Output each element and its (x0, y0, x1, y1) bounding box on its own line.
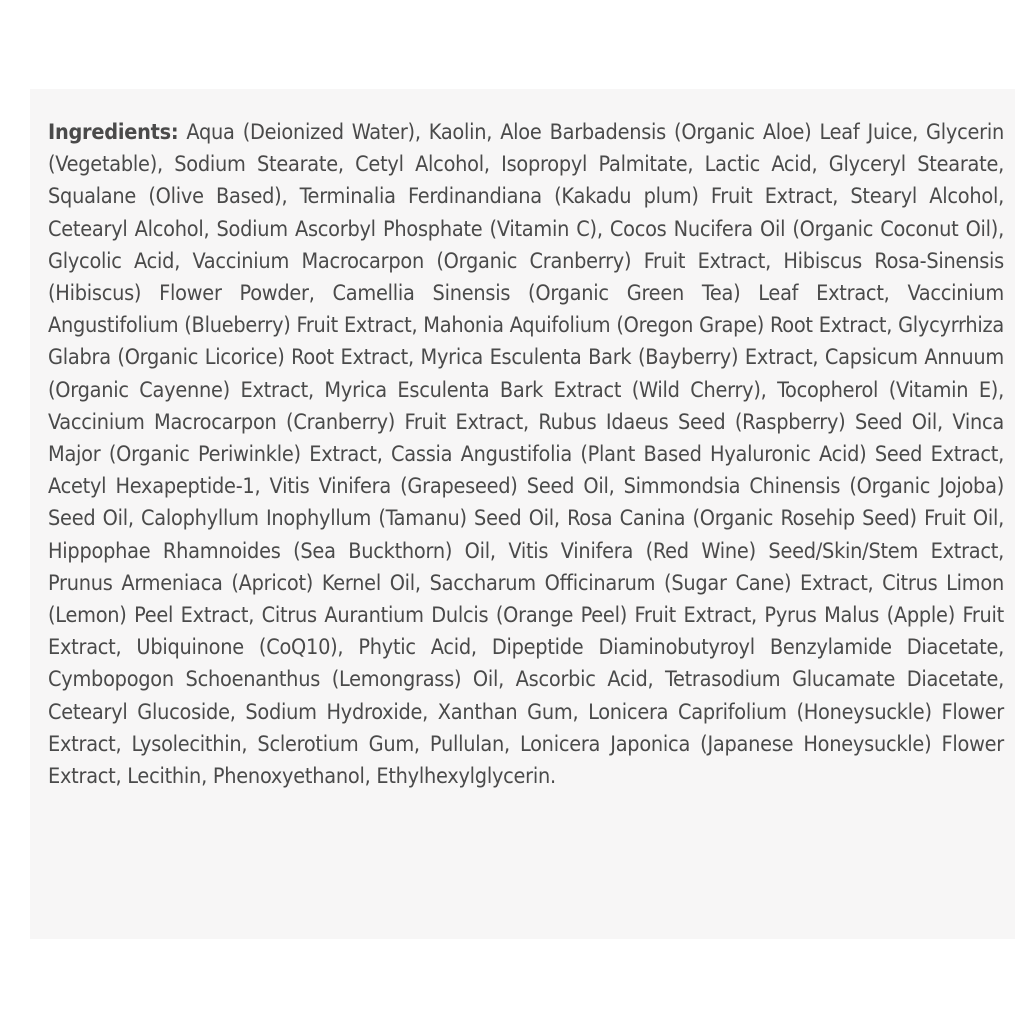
ingredients-list: Aqua (Deionized Water), Kaolin, Aloe Barbadensis (Organic Aloe) Leaf Juice, Glycerin (Vegetable), Sodium Stearate, Cetyl Alcohol, Isopropyl Palmitate, Lactic Acid, Glyceryl Stearate, Squalane (Olive Based), Terminalia Ferdinandiana (Kakadu plum) Fruit Extract, Stearyl Alcohol, Cetearyl Alcohol, Sodium Ascorbyl Phosphate (Vitamin C), Cocos Nucifera Oil (Organic Coconut Oil), Glycolic Acid, Vaccinium Macrocarpon (Organic Cranberry) Fruit Extract, Hibiscus Rosa-Sinensis (Hibiscus) Flower Powder, Camellia Sinensis (Organic Green Tea) Leaf Extract, Vaccinium Angustifolium (Blueberry) Fruit Extract, Mahonia Aquifolium (Oregon Grape) Root Extract, Glycyrrhiza Glabra (Organic Licorice) Root Extract, Myrica Esculenta Bark (Bayberry) Extract, Capsicum Annuum (Organic Cayenne) Extract, Myrica Esculenta Bark Extract (Wild Cherry), Tocopherol (Vitamin E), Vaccinium Macrocarpon (Cranberry) Fruit Extract, Rubus Idaeus Seed (Raspberry) Seed Oil, Vinca Major (Organic Periwinkle) Extract, Cassia Angustifolia (Plant Based Hyaluronic Acid) Seed Extract, Acetyl Hexapeptide-1, Vitis Vinifera (Grapeseed) Seed Oil, Simmondsia Chinensis (Organic Jojoba) Seed Oil, Calophyllum Inophyllum (Tamanu) Seed Oil, Rosa Canina (Organic Rosehip Seed) Fruit Oil, Hippophae Rhamnoides (Sea Buckthorn) Oil, Vitis Vinifera (Red Wine) Seed/Skin/Stem Extract, Prunus Armeniaca (Apricot) Kernel Oil, Saccharum Officinarum (Sugar Cane) Extract, Citrus Limon (Lemon) Peel Extract, Citrus Aurantium Dulcis (Orange Peel) Fruit Extract, Pyrus Malus (Apple) Fruit Extract, Ubiquinone (CoQ10), Phytic Acid, Dipeptide Diaminobutyroyl Benzylamide Diacetate, Cymbopogon Schoenanthus (Lemongrass) Oil, Ascorbic Acid, Tetrasodium Glucamate Diacetate, Cetearyl Glucoside, Sodium Hydroxide, Xanthan Gum, Lonicera Caprifolium (Honeysuckle) Flower Extract, Lysolecithin, Sclerotium Gum, Pullulan, Lonicera Japonica (Japanese Honeysuckle) Flower Extract, Lecithin, Phenoxyethanol, Ethylhexylglycerin. (48, 120, 1004, 790)
ingredients-paragraph (48, 117, 1004, 793)
ingredients-text-block (48, 117, 1004, 793)
ingredients-panel (30, 89, 1015, 939)
ingredients-label: Ingredients: (48, 120, 179, 145)
